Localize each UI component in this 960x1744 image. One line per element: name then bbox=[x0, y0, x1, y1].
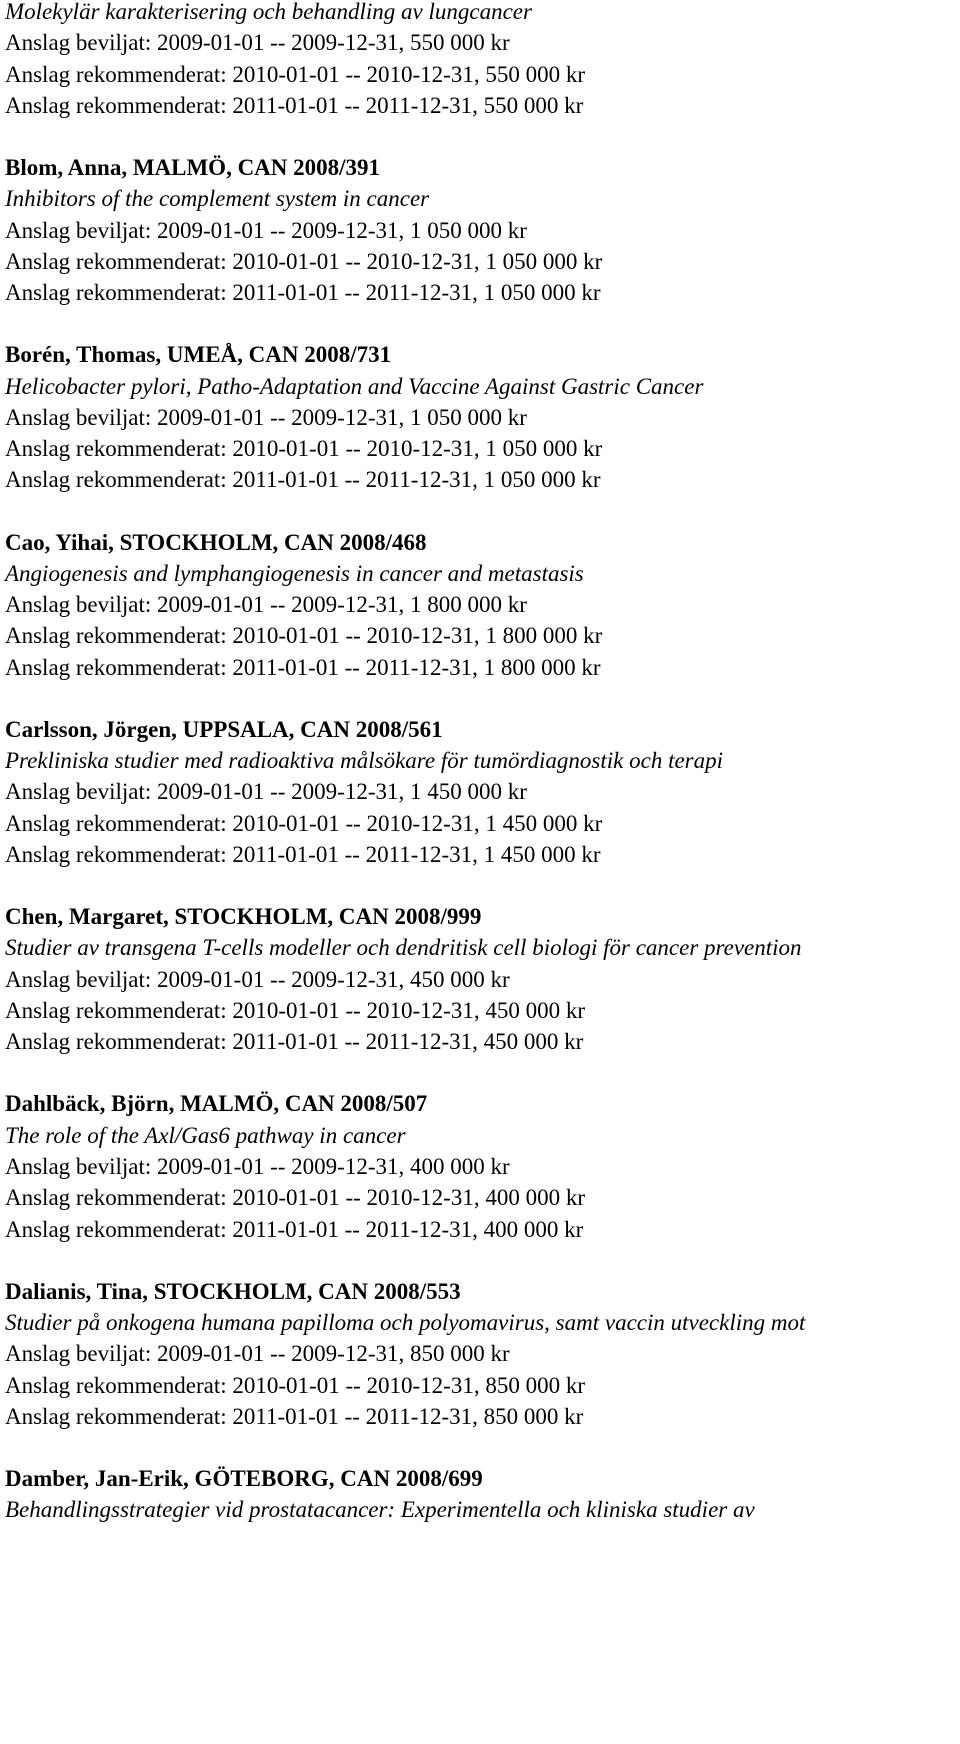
applicant-heading: Damber, Jan-Erik, GÖTEBORG, CAN 2008/699 bbox=[5, 1465, 483, 1491]
project-title: The role of the Axl/Gas6 pathway in cancer bbox=[5, 1122, 406, 1148]
applicant-heading: Chen, Margaret, STOCKHOLM, CAN 2008/999 bbox=[5, 904, 482, 930]
grant-line: Anslag rekommenderat: 2011-01-01 -- 2011-12-31, 550 000 kr bbox=[5, 92, 584, 118]
grant-line: Anslag rekommenderat: 2011-01-01 -- 2011-12-31, 1 050 000 kr bbox=[5, 467, 601, 493]
grant-entry bbox=[5, 339, 957, 495]
grant-line: Anslag rekommenderat: 2011-01-01 -- 2011-12-31, 850 000 kr bbox=[5, 1403, 584, 1429]
grant-line bbox=[5, 1619, 957, 1650]
applicant-heading: Blom, Anna, MALMÖ, CAN 2008/391 bbox=[5, 154, 381, 180]
entry-spacer bbox=[5, 1651, 957, 1682]
grant-line: Anslag beviljat: 2009-01-01 -- 2009-12-31, 400 000 kr bbox=[5, 1153, 510, 1179]
project-title: Helicobacter pylori, Patho-Adaptation and Vaccine Against Gastric Cancer bbox=[5, 373, 704, 399]
grant-line: Anslag rekommenderat: 2010-01-01 -- 2010-12-31, 400 000 kr bbox=[5, 1185, 585, 1211]
grant-line: Anslag rekommenderat: 2010-01-01 -- 2010-12-31, 1 050 000 kr bbox=[5, 436, 603, 462]
grant-entry bbox=[5, 901, 957, 1057]
grant-entry bbox=[5, 1088, 957, 1244]
entry-spacer bbox=[5, 683, 957, 714]
lead-entry bbox=[5, 0, 957, 121]
grant-line: Anslag beviljat: 2009-01-01 -- 2009-12-31, 1 800 000 kr bbox=[5, 592, 527, 618]
project-title: Angiogenesis and lymphangiogenesis in cancer and metastasis bbox=[5, 560, 584, 586]
entry-spacer bbox=[5, 1058, 957, 1089]
entry-spacer bbox=[5, 1245, 957, 1276]
grant-entry bbox=[5, 152, 957, 308]
document-page bbox=[5, 0, 957, 1744]
project-title: Studier av transgena T-cells modeller och dendritisk cell biologi för cancer prevention bbox=[5, 935, 802, 961]
grant-line: Anslag rekommenderat: 2011-01-01 -- 2011-12-31, 1 050 000 kr bbox=[5, 280, 601, 306]
grant-line: Anslag beviljat: 2009-01-01 -- 2009-12-31, 1 450 000 kr bbox=[5, 779, 527, 805]
project-title: Studier på onkogena humana papilloma och polyomavirus, samt vaccin utveckling mot bbox=[5, 1309, 806, 1335]
project-title-continued bbox=[5, 1526, 957, 1557]
project-title: Inhibitors of the complement system in cancer bbox=[5, 186, 430, 212]
entry-spacer bbox=[5, 870, 957, 901]
grant-line: Anslag beviljat: 2009-01-01 -- 2009-12-31, 550 000 kr bbox=[5, 30, 510, 56]
grant-line: Anslag rekommenderat: 2011-01-01 -- 2011-12-31, 1 450 000 kr bbox=[5, 842, 601, 868]
grant-line: Anslag rekommenderat: 2011-01-01 -- 2011-12-31, 1 800 000 kr bbox=[5, 654, 601, 680]
grant-entry bbox=[5, 1463, 957, 1651]
grant-line: Anslag rekommenderat: 2010-01-01 -- 2010-12-31, 550 000 kr bbox=[5, 61, 585, 87]
applicant-heading: Dahlbäck, Björn, MALMÖ, CAN 2008/507 bbox=[5, 1091, 428, 1117]
grant-entry bbox=[5, 1276, 957, 1432]
project-title: Prekliniska studier med radioaktiva målsökare för tumördiagnostik och terapi bbox=[5, 748, 724, 774]
applicant-heading: Borén, Thomas, UMEÅ, CAN 2008/731 bbox=[5, 342, 392, 368]
grant-line: Anslag rekommenderat: 2010-01-01 -- 2010-12-31, 1 800 000 kr bbox=[5, 623, 603, 649]
project-title: Behandlingsstrategier vid prostatacancer: Experimentella och kliniska studier av bbox=[5, 1497, 755, 1523]
project-title: Molekylär karakterisering och behandling av lungcancer bbox=[5, 0, 532, 24]
grant-line: Anslag rekommenderat: 2010-01-01 -- 2010-12-31, 850 000 kr bbox=[5, 1372, 585, 1398]
grant-line: Anslag rekommenderat: 2010-01-01 -- 2010-12-31, 1 450 000 kr bbox=[5, 810, 603, 836]
grant-line: Anslag rekommenderat: 2011-01-01 -- 2011-12-31, 450 000 kr bbox=[5, 1029, 584, 1055]
grant-entry bbox=[5, 1682, 957, 1744]
grant-line: Anslag beviljat: 2009-01-01 -- 2009-12-31, 850 000 kr bbox=[5, 1341, 510, 1367]
applicant-heading bbox=[5, 1682, 957, 1713]
applicant-heading: Dalianis, Tina, STOCKHOLM, CAN 2008/553 bbox=[5, 1278, 461, 1304]
project-title bbox=[5, 1713, 957, 1744]
entry-spacer bbox=[5, 308, 957, 339]
grant-line bbox=[5, 1588, 957, 1619]
grant-line: Anslag beviljat: 2009-01-01 -- 2009-12-31, 1 050 000 kr bbox=[5, 217, 527, 243]
entry-spacer bbox=[5, 121, 957, 152]
grant-entry bbox=[5, 714, 957, 870]
grant-line: Anslag beviljat: 2009-01-01 -- 2009-12-31, 450 000 kr bbox=[5, 966, 510, 992]
grant-line: Anslag rekommenderat: 2010-01-01 -- 2010-12-31, 1 050 000 kr bbox=[5, 248, 603, 274]
applicant-heading: Carlsson, Jörgen, UPPSALA, CAN 2008/561 bbox=[5, 716, 443, 742]
grant-line: Anslag beviljat: 2009-01-01 -- 2009-12-31, 1 050 000 kr bbox=[5, 404, 527, 430]
applicant-heading: Cao, Yihai, STOCKHOLM, CAN 2008/468 bbox=[5, 529, 427, 555]
grant-entry bbox=[5, 527, 957, 683]
grant-line bbox=[5, 1557, 957, 1588]
entry-spacer bbox=[5, 1432, 957, 1463]
grant-line: Anslag rekommenderat: 2010-01-01 -- 2010-12-31, 450 000 kr bbox=[5, 998, 585, 1023]
entry-spacer bbox=[5, 496, 957, 527]
grant-line: Anslag rekommenderat: 2011-01-01 -- 2011-12-31, 400 000 kr bbox=[5, 1216, 584, 1242]
